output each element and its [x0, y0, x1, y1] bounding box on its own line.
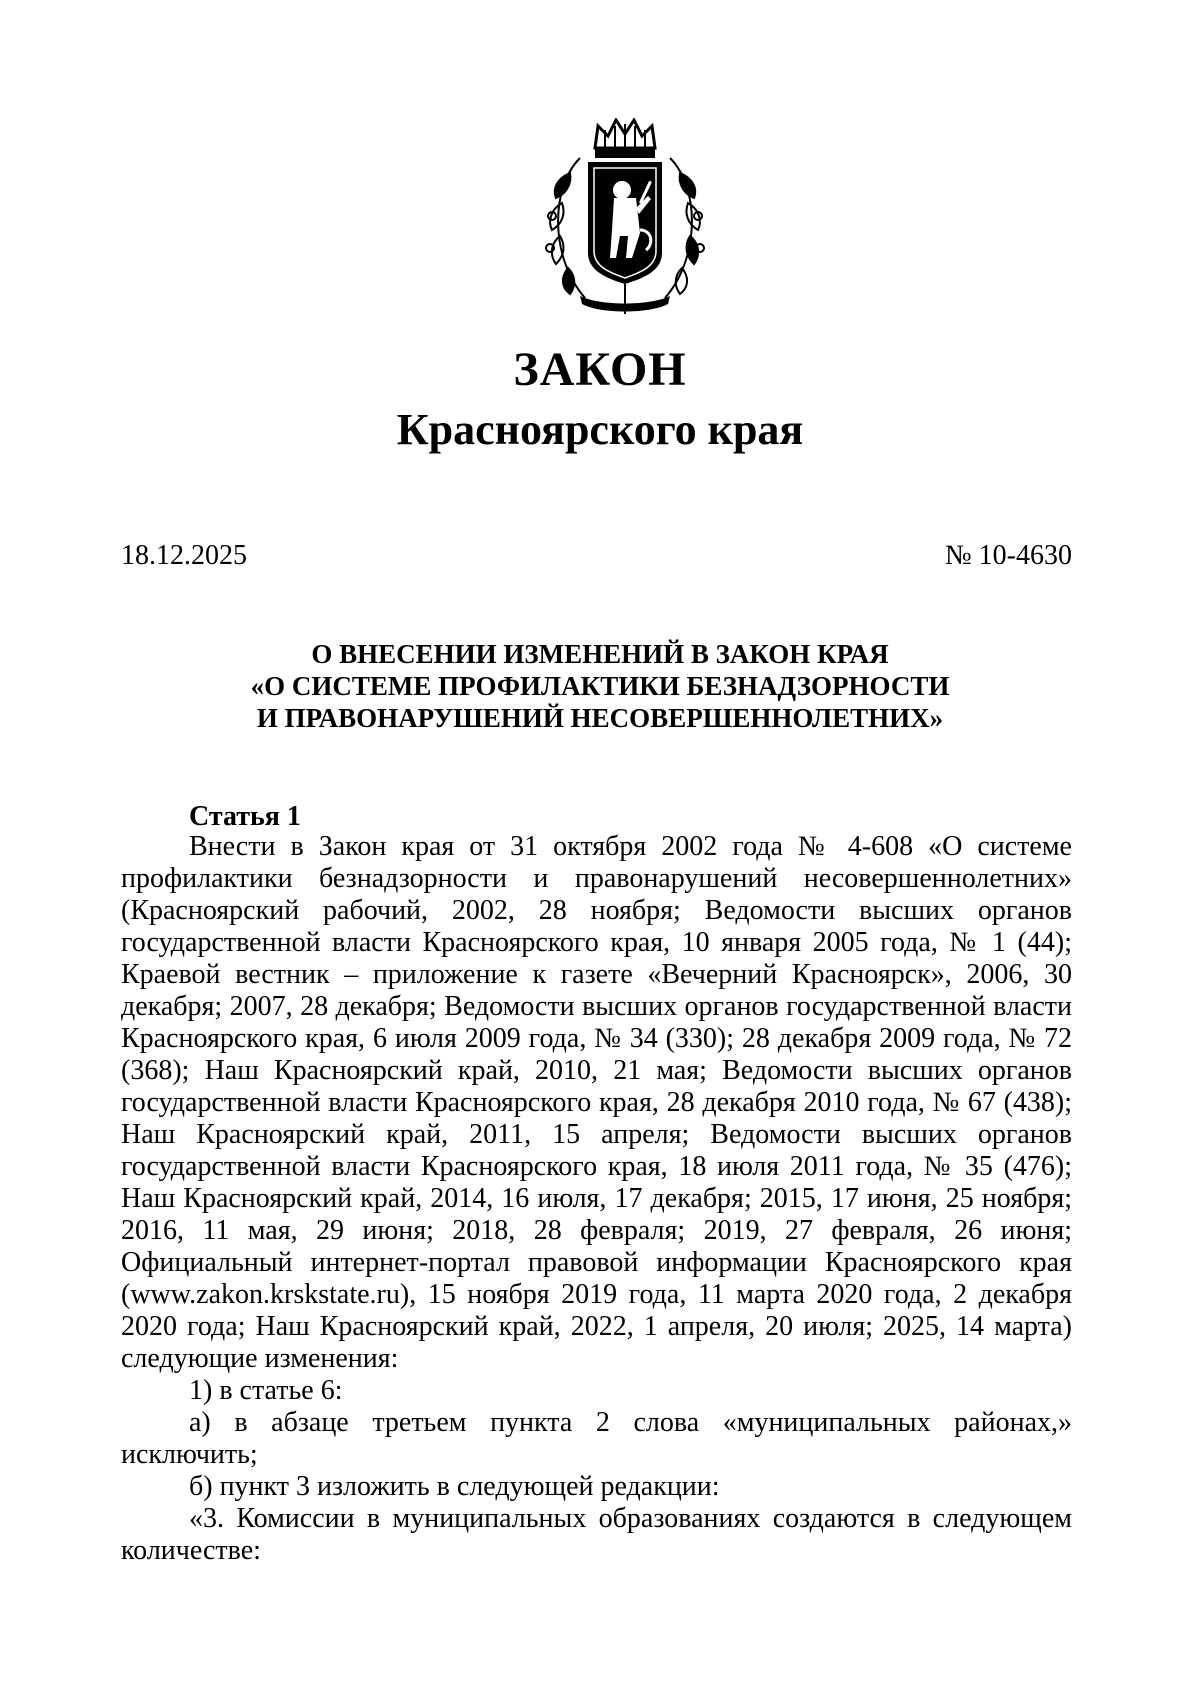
region-title: Красноярского края [396, 405, 804, 454]
right-wreath-icon [665, 158, 704, 298]
ribbon-icon [580, 284, 670, 314]
article-paragraph-intro: Внести в Закон края от 31 октября 2002 года № 4-608 «О системе профилактики безнадзорности и правонарушений несовершеннолетних» (Красноярский рабочий, 2002, 28 ноября; Ведомости высших органов государственной власти Красноярского края, 10 января 2005 года, № 1 (44); Краевой вестник – приложение к газете «Вечерний Красноярск», 2006, 30 декабря; 2007, 28 декабря; Ведомости высших органов государственной власти Красноярского края, 6 июля 2009 года, № 34 (330); 28 декабря 2009 года, № 72 (368); Наш Красноярский край, 2010, 21 мая; Ведомости высших органов государственной власти Красноярского края, 28 декабря 2010 года, № 67 (438); Наш Красноярский край, 2011, 15 апреля; Ведомости высших органов государственной власти Красноярского края, 18 июля 2011 года, № 35 (476); Наш Красноярский край, 2014, 16 июля, 17 декабря; 2015, 17 июня, 25 ноября; 2016, 11 мая, 29 июня; 2018, 28 февраля; 2019, 27 февраля, 26 июня; Официальный интернет-портал правовой информации Красноярского края (www.zakon.krskstate.ru), 15 ноября 2019 года, 11 марта 2020 года, 2 декабря 2020 года; Наш Красноярский край, 2022, 1 апреля, 20 июля; 2025, 14 марта) следующие изменения: [121, 831, 1072, 1374]
heading-line-2: «О СИСТЕМЕ ПРОФИЛАКТИКИ БЕЗНАДЗОРНОСТИ [250, 671, 950, 701]
document-date: 18.12.2025 [121, 540, 247, 571]
coat-of-arms-emblem [540, 118, 710, 318]
law-heading [0, 638, 1200, 734]
shield-icon [588, 162, 662, 284]
crown-icon [595, 120, 655, 158]
article-paragraph-item-a: а) в абзаце третьем пункта 2 слова «муниципальных районах,» исключить; [121, 1407, 1072, 1470]
article-paragraph-item-1: 1) в статье 6: [189, 1375, 343, 1406]
document-number: № 10-4630 [944, 540, 1072, 571]
article-paragraph-clause-3: «3. Комиссии в муниципальных образованиях создаются в следующем количестве: [121, 1503, 1072, 1566]
document-type-title: ЗАКОН [513, 343, 687, 396]
left-wreath-icon [546, 158, 585, 298]
article-body [121, 831, 1072, 1567]
article-title: Статья 1 [189, 801, 301, 832]
article-paragraph-item-b: б) пункт 3 изложить в следующей редакции: [189, 1471, 720, 1502]
heading-line-1: О ВНЕСЕНИИ ИЗМЕНЕНИЙ В ЗАКОН КРАЯ [311, 639, 889, 669]
heading-line-3: И ПРАВОНАРУШЕНИЙ НЕСОВЕРШЕННОЛЕТНИХ» [256, 703, 944, 733]
